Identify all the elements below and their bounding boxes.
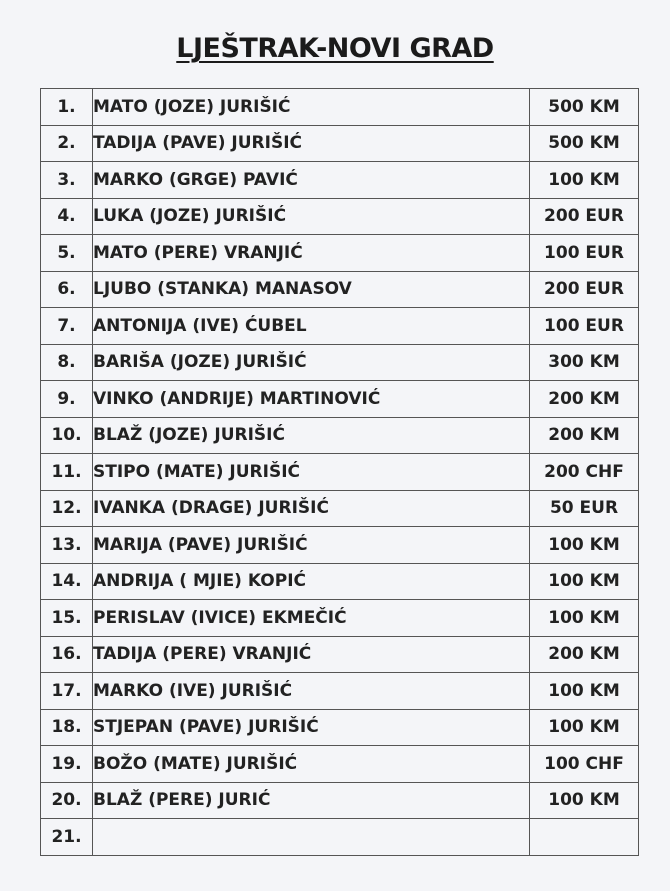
table-row <box>41 563 639 600</box>
donation-amount: 200 EUR <box>530 198 639 235</box>
table-row <box>41 198 639 235</box>
donor-name: MARIJA (PAVE) JURIŠIĆ <box>93 527 530 564</box>
donor-name <box>93 819 530 856</box>
table-row <box>41 125 639 162</box>
donation-amount: 500 KM <box>530 89 639 126</box>
row-number: 8. <box>41 344 93 381</box>
donor-name: VINKO (ANDRIJE) MARTINOVIĆ <box>93 381 530 418</box>
table-row <box>41 381 639 418</box>
row-number: 6. <box>41 271 93 308</box>
row-number: 3. <box>41 162 93 199</box>
page-title <box>0 33 670 64</box>
row-number: 9. <box>41 381 93 418</box>
donation-amount: 200 CHF <box>530 454 639 491</box>
donor-name: ANTONIJA (IVE) ĆUBEL <box>93 308 530 345</box>
donor-name: BLAŽ (PERE) JURIĆ <box>93 782 530 819</box>
donor-name: LUKA (JOZE) JURIŠIĆ <box>93 198 530 235</box>
table-row <box>41 490 639 527</box>
donor-name: STIPO (MATE) JURIŠIĆ <box>93 454 530 491</box>
table-row <box>41 89 639 126</box>
row-number: 7. <box>41 308 93 345</box>
donor-table <box>40 88 639 856</box>
donation-amount: 200 KM <box>530 381 639 418</box>
row-number: 19. <box>41 746 93 783</box>
table-row <box>41 600 639 637</box>
donation-amount: 50 EUR <box>530 490 639 527</box>
table-row <box>41 819 639 856</box>
donor-name: BARIŠA (JOZE) JURIŠIĆ <box>93 344 530 381</box>
donation-amount: 100 KM <box>530 673 639 710</box>
page-title-text: LJEŠTRAK-NOVI GRAD <box>176 33 494 64</box>
donation-amount: 100 EUR <box>530 235 639 272</box>
donation-amount: 100 KM <box>530 709 639 746</box>
row-number: 5. <box>41 235 93 272</box>
donor-name: MARKO (IVE) JURIŠIĆ <box>93 673 530 710</box>
table-row <box>41 673 639 710</box>
donation-amount: 100 KM <box>530 162 639 199</box>
donation-amount: 100 KM <box>530 563 639 600</box>
donation-amount <box>530 819 639 856</box>
donation-amount: 500 KM <box>530 125 639 162</box>
table-row <box>41 709 639 746</box>
donor-name: MATO (PERE) VRANJIĆ <box>93 235 530 272</box>
donation-amount: 100 EUR <box>530 308 639 345</box>
donation-amount: 300 KM <box>530 344 639 381</box>
donation-amount: 100 KM <box>530 527 639 564</box>
donor-name: BLAŽ (JOZE) JURIŠIĆ <box>93 417 530 454</box>
table-row <box>41 746 639 783</box>
donation-amount: 100 KM <box>530 600 639 637</box>
table-row <box>41 308 639 345</box>
row-number: 1. <box>41 89 93 126</box>
donor-name: LJUBO (STANKA) MANASOV <box>93 271 530 308</box>
donor-name: MARKO (GRGE) PAVIĆ <box>93 162 530 199</box>
table-row <box>41 344 639 381</box>
donor-name: IVANKA (DRAGE) JURIŠIĆ <box>93 490 530 527</box>
row-number: 4. <box>41 198 93 235</box>
row-number: 12. <box>41 490 93 527</box>
donation-amount: 200 KM <box>530 636 639 673</box>
table-row <box>41 271 639 308</box>
donor-name: BOŽO (MATE) JURIŠIĆ <box>93 746 530 783</box>
donor-name: TADIJA (PAVE) JURIŠIĆ <box>93 125 530 162</box>
donor-table-body <box>41 89 639 856</box>
row-number: 14. <box>41 563 93 600</box>
row-number: 17. <box>41 673 93 710</box>
row-number: 10. <box>41 417 93 454</box>
donation-amount: 100 CHF <box>530 746 639 783</box>
donor-name: MATO (JOZE) JURIŠIĆ <box>93 89 530 126</box>
table-row <box>41 782 639 819</box>
row-number: 18. <box>41 709 93 746</box>
donation-amount: 200 KM <box>530 417 639 454</box>
row-number: 13. <box>41 527 93 564</box>
row-number: 21. <box>41 819 93 856</box>
table-row <box>41 235 639 272</box>
donor-name: TADIJA (PERE) VRANJIĆ <box>93 636 530 673</box>
row-number: 2. <box>41 125 93 162</box>
table-row <box>41 527 639 564</box>
donation-amount: 200 EUR <box>530 271 639 308</box>
row-number: 15. <box>41 600 93 637</box>
donor-name: PERISLAV (IVICE) EKMEČIĆ <box>93 600 530 637</box>
table-row <box>41 162 639 199</box>
table-row <box>41 636 639 673</box>
donor-name: STJEPAN (PAVE) JURIŠIĆ <box>93 709 530 746</box>
row-number: 16. <box>41 636 93 673</box>
table-row <box>41 454 639 491</box>
donation-amount: 100 KM <box>530 782 639 819</box>
donor-name: ANDRIJA ( MJIE) KOPIĆ <box>93 563 530 600</box>
row-number: 11. <box>41 454 93 491</box>
table-row <box>41 417 639 454</box>
row-number: 20. <box>41 782 93 819</box>
